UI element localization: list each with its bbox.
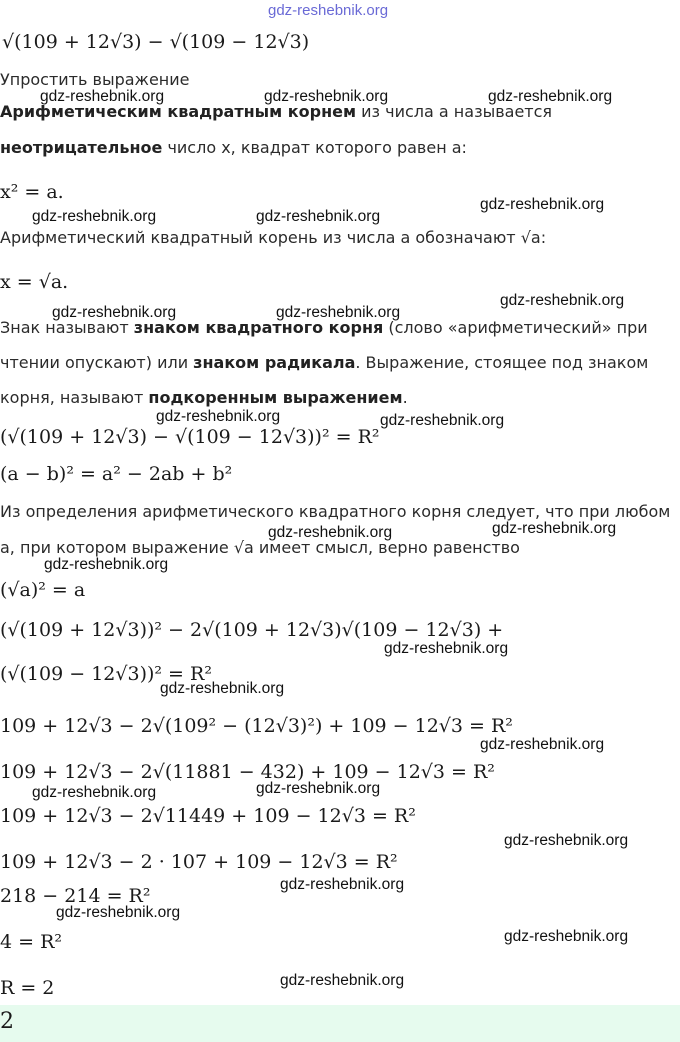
definition-text: из числа a называется bbox=[356, 102, 553, 121]
task-instruction: Упростить выражение bbox=[0, 70, 190, 89]
watermark: gdz-reshebnik.org bbox=[32, 208, 157, 225]
watermark: gdz-reshebnik.org bbox=[280, 972, 405, 989]
definition-line-2 bbox=[0, 138, 467, 158]
watermark: gdz-reshebnik.org bbox=[256, 780, 381, 797]
watermark: gdz-reshebnik.org bbox=[384, 640, 509, 657]
watermark: gdz-reshebnik.org bbox=[32, 784, 157, 801]
watermark: gdz-reshebnik.org bbox=[276, 304, 401, 321]
watermark: gdz-reshebnik.org bbox=[504, 928, 629, 945]
step-binomial-formula: (a − b)² = a² − 2ab + b² bbox=[0, 463, 233, 485]
step-combine-roots: 109 + 12√3 − 2√(109² − (12√3)²) + 109 − 12√3 = R² bbox=[0, 715, 513, 737]
sign-text-b: (слово «арифметический» при bbox=[383, 318, 648, 337]
step-expand-1: (√(109 + 12√3))² − 2√(109 + 12√3)√(109 − 12√3) + bbox=[0, 619, 504, 641]
step-compute-squares: 109 + 12√3 − 2√(11881 − 432) + 109 − 12√3 = R² bbox=[0, 761, 495, 783]
task-expression-text: √(109 + 12√3) − √(109 − 12√3) bbox=[2, 31, 310, 53]
answer-value: 2 bbox=[0, 1009, 14, 1034]
sign-line-2 bbox=[0, 353, 648, 373]
equation-x-squared: x² = a. bbox=[0, 181, 64, 203]
step-root-value: 109 + 12√3 − 2 · 107 + 109 − 12√3 = R² bbox=[0, 851, 398, 873]
step-r-squared: 4 = R² bbox=[0, 931, 63, 953]
identity-root-squared: (√a)² = a bbox=[0, 579, 86, 601]
sign-text-f: . bbox=[402, 388, 408, 407]
follows-line-1: Из определения арифметического квадратного корня следует, что при любом bbox=[0, 502, 671, 521]
watermark: gdz-reshebnik.org bbox=[380, 412, 505, 429]
sign-term-c: подкоренным выражением bbox=[148, 388, 403, 407]
step-subtract: 109 + 12√3 − 2√11449 + 109 − 12√3 = R² bbox=[0, 805, 416, 827]
follows-line-2: a, при котором выражение √a имеет смысл, верно равенство bbox=[0, 538, 520, 557]
watermark-top: gdz-reshebnik.org bbox=[268, 2, 389, 19]
sign-line-3 bbox=[0, 388, 408, 408]
sign-text-a: Знак называют bbox=[0, 318, 134, 337]
step-expand-2: (√(109 − 12√3))² = R² bbox=[0, 663, 212, 685]
notation-line: Арифметический квадратный корень из числа a обозначают √a: bbox=[0, 228, 547, 247]
watermark: gdz-reshebnik.org bbox=[56, 904, 181, 921]
watermark: gdz-reshebnik.org bbox=[268, 524, 393, 541]
sign-text-c: чтении опускают) или bbox=[0, 353, 194, 372]
step-sum: 218 − 214 = R² bbox=[0, 885, 151, 907]
watermark: gdz-reshebnik.org bbox=[280, 876, 405, 893]
watermark: gdz-reshebnik.org bbox=[256, 208, 381, 225]
watermark: gdz-reshebnik.org bbox=[156, 408, 281, 425]
definition-term: Арифметическим квадратным корнем bbox=[0, 102, 357, 121]
step-squared-both: (√(109 + 12√3) − √(109 − 12√3))² = R² bbox=[0, 426, 380, 448]
watermark: gdz-reshebnik.org bbox=[500, 292, 625, 309]
sign-text-d: . Выражение, стоящее под знаком bbox=[355, 353, 649, 372]
watermark: gdz-reshebnik.org bbox=[160, 680, 285, 697]
watermark: gdz-reshebnik.org bbox=[488, 88, 613, 105]
task-expression bbox=[2, 30, 309, 54]
watermark: gdz-reshebnik.org bbox=[480, 736, 605, 753]
definition-text-2: число x, квадрат которого равен a: bbox=[162, 138, 467, 157]
definition-nonneg: неотрицательное bbox=[0, 138, 163, 157]
watermark: gdz-reshebnik.org bbox=[492, 520, 617, 537]
watermark: gdz-reshebnik.org bbox=[480, 196, 605, 213]
sign-term-b: знаком радикала bbox=[193, 353, 356, 372]
sign-text-e: корня, называют bbox=[0, 388, 149, 407]
watermark: gdz-reshebnik.org bbox=[52, 304, 177, 321]
step-r-value: R = 2 bbox=[0, 977, 55, 999]
watermark: gdz-reshebnik.org bbox=[264, 88, 389, 105]
sign-term-a: знаком квадратного корня bbox=[133, 318, 384, 337]
answer-panel bbox=[0, 1005, 680, 1042]
equation-x-root: x = √a. bbox=[0, 271, 69, 293]
watermark: gdz-reshebnik.org bbox=[40, 88, 165, 105]
watermark: gdz-reshebnik.org bbox=[44, 556, 169, 573]
watermark: gdz-reshebnik.org bbox=[504, 832, 629, 849]
